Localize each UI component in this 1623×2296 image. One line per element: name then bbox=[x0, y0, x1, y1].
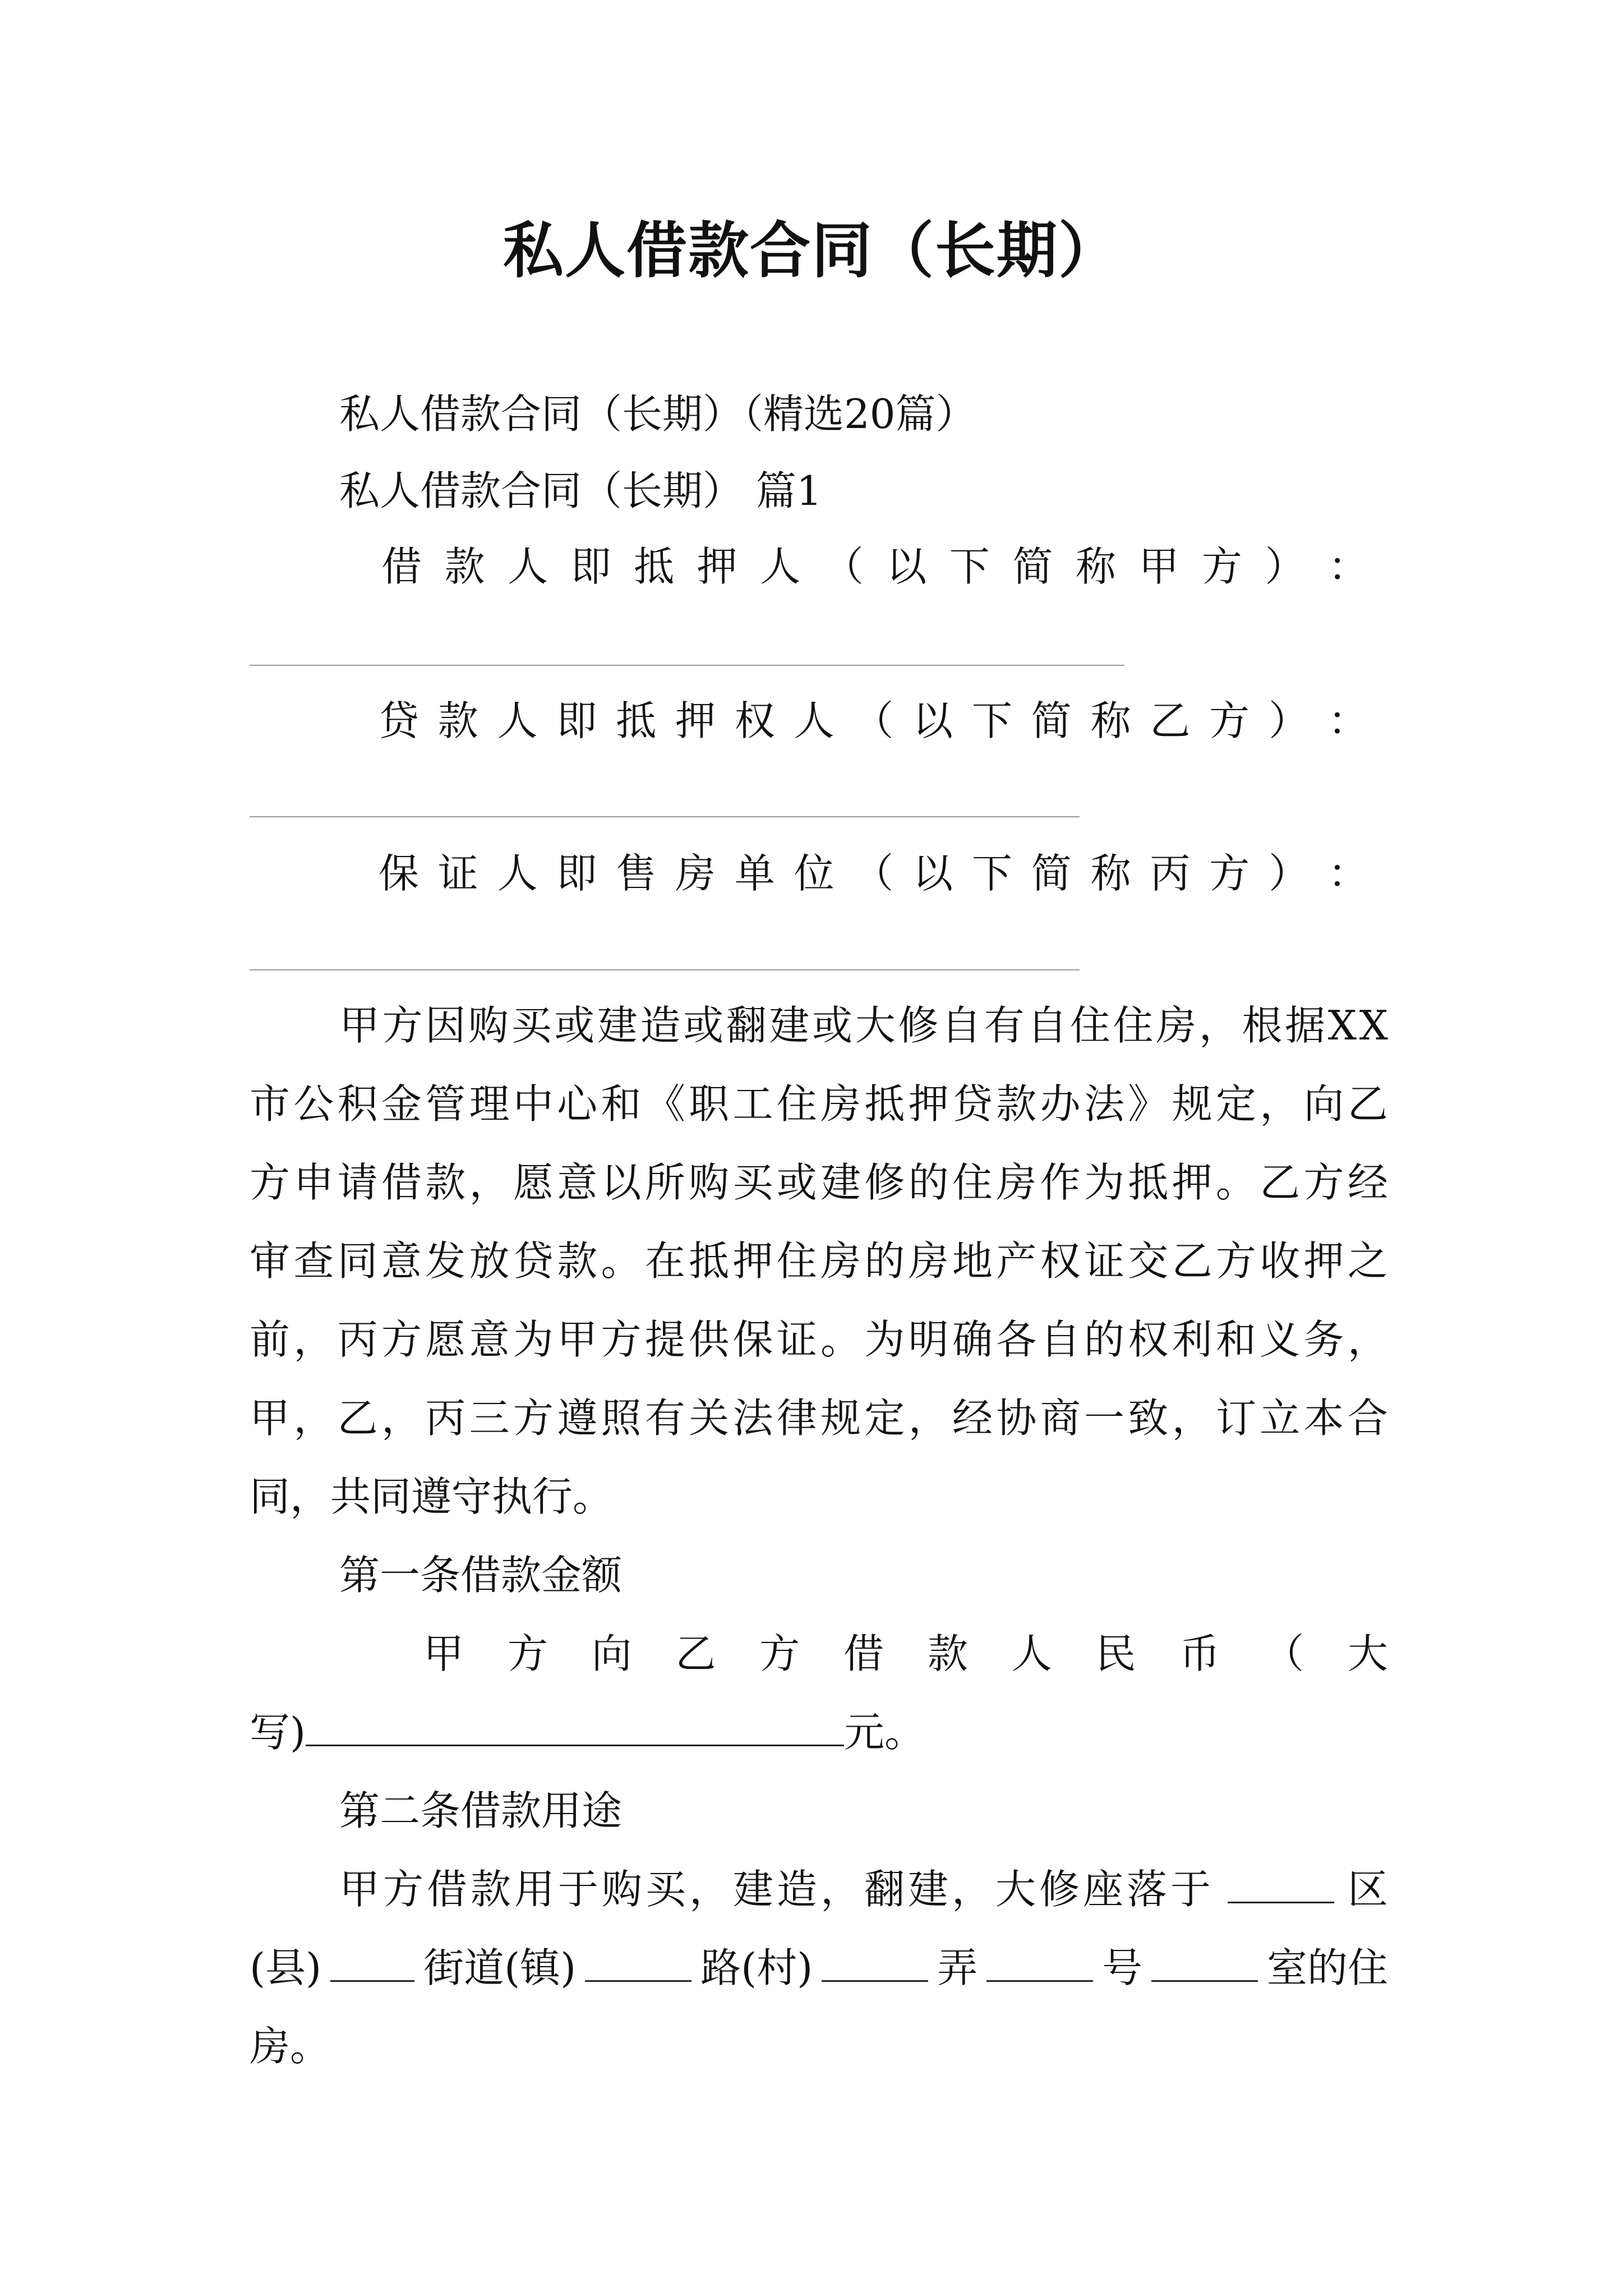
char: 人 bbox=[794, 697, 834, 744]
char: 建 bbox=[769, 1002, 810, 1049]
char: 立 bbox=[1260, 1395, 1301, 1442]
char: 工 bbox=[732, 1080, 773, 1128]
room-label: 室的住 bbox=[1266, 1944, 1388, 1991]
char: 住 bbox=[952, 1159, 993, 1206]
char: 规 bbox=[820, 1395, 861, 1442]
char: 以 bbox=[912, 697, 953, 744]
clause-1-heading: 第一条借款金额 bbox=[339, 1552, 623, 1599]
char: 交 bbox=[1128, 1237, 1169, 1285]
char: 款 bbox=[425, 1159, 466, 1206]
char: 在 bbox=[644, 1237, 685, 1285]
char: 权 bbox=[734, 697, 775, 744]
char: X bbox=[1359, 1002, 1388, 1049]
char: 款 bbox=[927, 1630, 968, 1677]
party-c-blank bbox=[250, 969, 1080, 970]
char: 大 bbox=[1347, 1630, 1388, 1677]
char: 修 bbox=[898, 1002, 939, 1049]
intro-line bbox=[250, 1222, 1388, 1300]
clause-2-heading: 第二条借款用途 bbox=[339, 1787, 623, 1834]
char: 抵 bbox=[864, 1080, 905, 1128]
char: 因 bbox=[425, 1002, 466, 1049]
char: 住 bbox=[776, 1237, 817, 1285]
amount-suffix: 元。 bbox=[844, 1709, 925, 1756]
intro-line bbox=[250, 1379, 1388, 1457]
char: 购 bbox=[468, 1002, 509, 1049]
char: 产 bbox=[996, 1237, 1037, 1285]
char: 公 bbox=[293, 1080, 334, 1128]
char: 愿 bbox=[425, 1316, 466, 1363]
char: 乙 bbox=[1172, 1237, 1212, 1285]
char: 单 bbox=[734, 850, 775, 897]
amount-prefix: 写) bbox=[250, 1709, 306, 1756]
char: 房 bbox=[820, 1237, 861, 1285]
char: 利 bbox=[1172, 1316, 1212, 1363]
char: 证 bbox=[437, 850, 478, 897]
clause-2-line3: 房。 bbox=[250, 2023, 331, 2070]
char: 金 bbox=[381, 1080, 422, 1128]
char: 致 bbox=[1128, 1395, 1169, 1442]
party-a-label bbox=[381, 527, 1368, 606]
char: ， bbox=[1260, 1080, 1301, 1128]
char: 三 bbox=[469, 1395, 510, 1442]
char: 积 bbox=[337, 1080, 378, 1128]
char: 所 bbox=[644, 1159, 685, 1206]
char: 押 bbox=[1303, 1237, 1344, 1285]
char: ， bbox=[1347, 1316, 1388, 1363]
char: 法 bbox=[1083, 1080, 1124, 1128]
char: 丙 bbox=[337, 1316, 378, 1363]
char: 规 bbox=[1172, 1080, 1212, 1128]
char: 一 bbox=[1083, 1395, 1124, 1442]
char: 方 bbox=[759, 1630, 800, 1677]
clause-2-line2 bbox=[250, 1929, 1388, 2007]
char: 简 bbox=[1031, 850, 1072, 897]
clause-1-line1 bbox=[423, 1614, 1388, 1693]
char: 律 bbox=[776, 1395, 817, 1442]
char: 乙 bbox=[337, 1395, 378, 1442]
char: 法 bbox=[732, 1395, 773, 1442]
char: 以 bbox=[912, 850, 953, 897]
char: 自 bbox=[940, 1002, 981, 1049]
char: 即 bbox=[570, 543, 611, 590]
char: 务 bbox=[1303, 1316, 1344, 1363]
char: 关 bbox=[689, 1395, 730, 1442]
char: 住 bbox=[776, 1080, 817, 1128]
party-c-label bbox=[379, 834, 1368, 913]
char: 押 bbox=[675, 697, 716, 744]
document-title: 私人借款合同（长期） bbox=[502, 216, 1120, 286]
char: ， bbox=[908, 1395, 949, 1442]
char: 方 bbox=[507, 1630, 548, 1677]
char: 权 bbox=[1040, 1237, 1081, 1285]
char: 下 bbox=[971, 697, 1012, 744]
char: 或 bbox=[812, 1002, 853, 1049]
char: 大 bbox=[855, 1002, 896, 1049]
char: 查 bbox=[293, 1237, 334, 1285]
char: 《 bbox=[644, 1080, 685, 1128]
char: （ bbox=[853, 850, 894, 897]
char: 位 bbox=[794, 850, 834, 897]
char: 义 bbox=[1260, 1316, 1301, 1363]
char: 下 bbox=[949, 543, 990, 590]
char: 有 bbox=[984, 1002, 1025, 1049]
char: 押 bbox=[732, 1237, 773, 1285]
char: 抵 bbox=[634, 543, 675, 590]
char: ， bbox=[381, 1395, 422, 1442]
char: 证 bbox=[776, 1316, 817, 1363]
char: ， bbox=[1198, 1002, 1239, 1049]
char: 人 bbox=[497, 697, 538, 744]
char: 职 bbox=[689, 1080, 730, 1128]
char: 民 bbox=[1095, 1630, 1136, 1677]
char: 售 bbox=[616, 850, 657, 897]
char: 。 bbox=[820, 1316, 861, 1363]
char: 。 bbox=[601, 1237, 642, 1285]
char: 简 bbox=[1031, 697, 1072, 744]
lane-blank bbox=[822, 1945, 928, 1982]
char: 甲 bbox=[339, 1002, 380, 1049]
char: 或 bbox=[554, 1002, 595, 1049]
char: 请 bbox=[337, 1159, 378, 1206]
char: 遵 bbox=[557, 1395, 598, 1442]
number-blank bbox=[986, 1945, 1093, 1982]
char: 订 bbox=[1215, 1395, 1256, 1442]
char: 方 bbox=[1209, 850, 1250, 897]
char: 住 bbox=[1069, 1002, 1110, 1049]
char: 买 bbox=[511, 1002, 552, 1049]
char: 发 bbox=[425, 1237, 466, 1285]
char: 地 bbox=[952, 1237, 993, 1285]
intro-line bbox=[250, 1143, 1388, 1222]
char: 押 bbox=[908, 1080, 949, 1128]
amount-blank bbox=[306, 1710, 844, 1746]
street-blank bbox=[330, 1945, 414, 1982]
char: 方 bbox=[1303, 1159, 1344, 1206]
char: ， bbox=[293, 1395, 334, 1442]
char: 同 bbox=[337, 1237, 378, 1285]
char: 押 bbox=[1172, 1159, 1212, 1206]
char: 房 bbox=[820, 1080, 861, 1128]
char: 甲 bbox=[1138, 543, 1179, 590]
char: 证 bbox=[1083, 1237, 1124, 1285]
char: 权 bbox=[1128, 1316, 1169, 1363]
char: 有 bbox=[644, 1395, 685, 1442]
char: 自 bbox=[1040, 1316, 1081, 1363]
article-heading: 私人借款合同（长期） 篇1 bbox=[339, 467, 822, 514]
intro-line bbox=[250, 1065, 1388, 1143]
number-label: 号 bbox=[1102, 1944, 1143, 1991]
char: 即 bbox=[556, 850, 597, 897]
char: 借 bbox=[381, 543, 422, 590]
char: 向 bbox=[591, 1630, 632, 1677]
char: 借 bbox=[381, 1159, 422, 1206]
district-blank bbox=[1228, 1867, 1334, 1903]
char: 定 bbox=[864, 1395, 905, 1442]
intro-line: 同，共同遵守执行。 bbox=[250, 1473, 614, 1520]
char: 为 bbox=[864, 1316, 905, 1363]
char: 方 bbox=[250, 1159, 291, 1206]
char: 抵 bbox=[1128, 1159, 1169, 1206]
char: 押 bbox=[697, 543, 737, 590]
char: 根 bbox=[1242, 1002, 1283, 1049]
party-a-blank bbox=[250, 665, 1124, 666]
char: 的 bbox=[908, 1159, 949, 1206]
char: 称 bbox=[1090, 697, 1131, 744]
char: 丙 bbox=[1150, 850, 1191, 897]
char: 人 bbox=[497, 850, 538, 897]
char: 管 bbox=[425, 1080, 466, 1128]
char: 本 bbox=[1303, 1395, 1344, 1442]
char: 保 bbox=[732, 1316, 773, 1363]
char: 提 bbox=[644, 1316, 685, 1363]
char: ： bbox=[1327, 543, 1368, 590]
char: 定 bbox=[1215, 1080, 1256, 1128]
char: 方 bbox=[1209, 697, 1250, 744]
char: 房 bbox=[996, 1159, 1037, 1206]
char: 甲 bbox=[250, 1395, 291, 1442]
char: 自 bbox=[1027, 1002, 1068, 1049]
char: 造 bbox=[640, 1002, 681, 1049]
char: 。 bbox=[1215, 1159, 1256, 1206]
char: 住 bbox=[1113, 1002, 1154, 1049]
char: 购 bbox=[689, 1159, 730, 1206]
char: 款 bbox=[437, 697, 478, 744]
char: 以 bbox=[886, 543, 927, 590]
char: 房 bbox=[675, 850, 716, 897]
char: 为 bbox=[513, 1316, 554, 1363]
char: 照 bbox=[601, 1395, 642, 1442]
char: 或 bbox=[683, 1002, 724, 1049]
char: 款 bbox=[557, 1237, 598, 1285]
char: 收 bbox=[1260, 1237, 1301, 1285]
char: 各 bbox=[996, 1316, 1037, 1363]
char: 贷 bbox=[952, 1080, 993, 1128]
char: 意 bbox=[469, 1316, 510, 1363]
char: 建 bbox=[597, 1002, 638, 1049]
char: 乙 bbox=[1347, 1080, 1388, 1128]
char: 方 bbox=[1201, 543, 1242, 590]
road-blank bbox=[585, 1945, 691, 1982]
char: 人 bbox=[760, 543, 801, 590]
char: 确 bbox=[952, 1316, 993, 1363]
char: （ bbox=[853, 697, 894, 744]
char: 借 bbox=[843, 1630, 884, 1677]
char: 款 bbox=[444, 543, 485, 590]
char: 方 bbox=[381, 1316, 422, 1363]
char: 方 bbox=[601, 1316, 642, 1363]
char: 市 bbox=[250, 1080, 291, 1128]
county-label: (县) bbox=[250, 1944, 322, 1991]
char: 放 bbox=[469, 1237, 510, 1285]
party-b-label bbox=[379, 682, 1368, 760]
char: 据 bbox=[1285, 1002, 1326, 1049]
char: 房 bbox=[1156, 1002, 1197, 1049]
char: 甲 bbox=[557, 1316, 598, 1363]
char: 愿 bbox=[513, 1159, 554, 1206]
clause-1-line2 bbox=[250, 1693, 925, 1772]
char: 之 bbox=[1347, 1237, 1388, 1285]
char: 乙 bbox=[1150, 697, 1191, 744]
char: 抵 bbox=[689, 1237, 730, 1285]
char: 房 bbox=[908, 1237, 949, 1285]
clause-2-line1 bbox=[339, 1850, 1388, 1929]
char: 以 bbox=[601, 1159, 642, 1206]
char: 建 bbox=[820, 1159, 861, 1206]
char: 贷 bbox=[379, 697, 419, 744]
char: 称 bbox=[1075, 543, 1116, 590]
char: 供 bbox=[689, 1316, 730, 1363]
char: 和 bbox=[601, 1080, 642, 1128]
district-label: 区 bbox=[1347, 1866, 1388, 1913]
char: ） bbox=[1268, 850, 1309, 897]
intro-line bbox=[250, 1300, 1388, 1379]
char: 即 bbox=[556, 697, 597, 744]
char: 方 bbox=[513, 1395, 554, 1442]
char: 的 bbox=[864, 1237, 905, 1285]
lane-label: 弄 bbox=[937, 1944, 978, 1991]
subtitle: 私人借款合同（长期）（精选20篇） bbox=[339, 390, 976, 438]
char: 买 bbox=[732, 1159, 773, 1206]
char: ， bbox=[293, 1316, 334, 1363]
char: 作 bbox=[1040, 1159, 1081, 1206]
char: 》 bbox=[1128, 1080, 1169, 1128]
char: 和 bbox=[1215, 1316, 1256, 1363]
char: ） bbox=[1265, 543, 1306, 590]
road-label: 路(村) bbox=[700, 1944, 813, 1991]
char: 意 bbox=[381, 1237, 422, 1285]
char: 协 bbox=[996, 1395, 1037, 1442]
char: 款 bbox=[996, 1080, 1037, 1128]
char: 理 bbox=[469, 1080, 510, 1128]
char: X bbox=[1327, 1002, 1357, 1049]
char: 办 bbox=[1040, 1080, 1081, 1128]
char: 明 bbox=[908, 1316, 949, 1363]
char: 审 bbox=[250, 1237, 291, 1285]
char: ， bbox=[469, 1159, 510, 1206]
char: 保 bbox=[379, 850, 419, 897]
char: （ bbox=[1264, 1630, 1304, 1677]
char: 人 bbox=[508, 543, 548, 590]
char: 人 bbox=[1011, 1630, 1052, 1677]
clause-2-text: 甲方借款用于购买，建造，翻建，大修座落于 bbox=[339, 1866, 1215, 1913]
char: 经 bbox=[1347, 1159, 1388, 1206]
char: ， bbox=[1172, 1395, 1212, 1442]
room-blank bbox=[1151, 1945, 1258, 1982]
street-label: 街道(镇) bbox=[423, 1944, 577, 1991]
char: 方 bbox=[1215, 1237, 1256, 1285]
char: 为 bbox=[1083, 1159, 1124, 1206]
char: 商 bbox=[1040, 1395, 1081, 1442]
char: 意 bbox=[557, 1159, 598, 1206]
char: 下 bbox=[971, 850, 1012, 897]
intro-line bbox=[339, 986, 1388, 1065]
char: 申 bbox=[293, 1159, 334, 1206]
char: 简 bbox=[1012, 543, 1053, 590]
char: 前 bbox=[250, 1316, 291, 1363]
char: ： bbox=[1327, 697, 1368, 744]
char: 修 bbox=[864, 1159, 905, 1206]
char: 翻 bbox=[726, 1002, 767, 1049]
char: 合 bbox=[1347, 1395, 1388, 1442]
char: 称 bbox=[1090, 850, 1131, 897]
char: 心 bbox=[557, 1080, 598, 1128]
char: 的 bbox=[1083, 1316, 1124, 1363]
char: 方 bbox=[382, 1002, 423, 1049]
char: 贷 bbox=[513, 1237, 554, 1285]
char: 乙 bbox=[1260, 1159, 1301, 1206]
char: 向 bbox=[1303, 1080, 1344, 1128]
char: 经 bbox=[952, 1395, 993, 1442]
char: 甲 bbox=[423, 1630, 464, 1677]
char: 币 bbox=[1179, 1630, 1220, 1677]
char: （ bbox=[823, 543, 864, 590]
char: ： bbox=[1327, 850, 1368, 897]
char: 或 bbox=[776, 1159, 817, 1206]
char: 抵 bbox=[616, 697, 657, 744]
char: 乙 bbox=[675, 1630, 716, 1677]
party-b-blank bbox=[250, 816, 1080, 817]
char: ） bbox=[1268, 697, 1309, 744]
char: 中 bbox=[513, 1080, 554, 1128]
char: 丙 bbox=[425, 1395, 466, 1442]
